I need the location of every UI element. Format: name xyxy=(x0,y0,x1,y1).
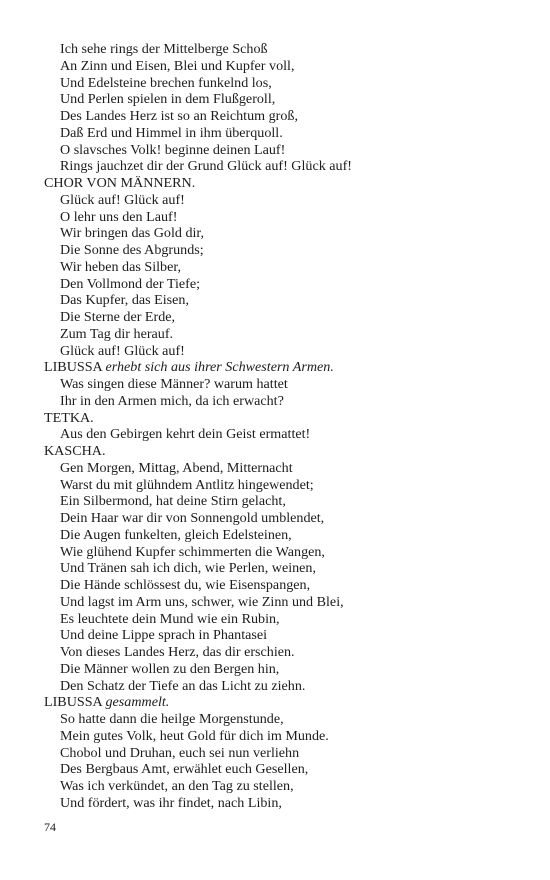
verse-line xyxy=(44,778,524,795)
verse-text: Es leuchtete dein Mund wie ein Rubin, xyxy=(60,610,280,627)
verse-line xyxy=(44,125,524,142)
speaker-line xyxy=(44,694,524,711)
verse-text: Ein Silbermond, hat deine Stirn gelacht, xyxy=(60,493,286,510)
verse-text: So hatte dann die heilge Morgenstunde, xyxy=(60,711,284,727)
poem-text xyxy=(44,41,524,812)
verse-line xyxy=(44,225,524,242)
verse-text: Glück auf! Glück auf! xyxy=(60,342,185,359)
verse-text: Und lagst im Arm uns, schwer, wie Zinn und Blei, xyxy=(60,593,344,610)
verse-text: An Zinn und Eisen, Blei und Kupfer voll, xyxy=(60,57,295,74)
verse-line xyxy=(44,761,524,778)
verse-line xyxy=(44,192,524,209)
verse-line xyxy=(44,644,524,661)
verse-text: Die Sonne des Abgrunds; xyxy=(60,242,204,258)
verse-text: Und fördert, was ihr findet, nach Libin, xyxy=(60,794,282,811)
verse-line xyxy=(44,343,524,360)
verse-text: Wir heben das Silber, xyxy=(60,258,181,275)
page-number: 74 xyxy=(44,820,56,834)
verse-text: Was ich verkündet, an den Tag zu stellen, xyxy=(60,778,294,794)
verse-line xyxy=(44,309,524,326)
speaker-name: LIBUSSA xyxy=(44,359,102,376)
speaker-line xyxy=(44,175,524,192)
verse-line xyxy=(44,426,524,443)
speaker-name: TETKA. xyxy=(44,409,94,426)
verse-text: Wir bringen das Gold dir, xyxy=(60,225,205,242)
verse-text: Warst du mit glühndem Antlitz hingewendet; xyxy=(60,476,314,493)
verse-text: Die Augen funkelten, gleich Edelsteinen, xyxy=(60,526,292,543)
verse-line xyxy=(44,745,524,762)
verse-text: Rings jauchzet dir der Grund Glück auf! Glück auf! xyxy=(60,158,352,175)
speaker-line xyxy=(44,443,524,460)
verse-text: Von dieses Landes Herz, das dir erschien. xyxy=(60,644,295,660)
verse-line xyxy=(44,376,524,393)
verse-text: Glück auf! Glück auf! xyxy=(60,191,185,208)
verse-line xyxy=(44,75,524,92)
verse-text: Dein Haar war dir von Sonnengold umblendet, xyxy=(60,510,325,526)
verse-line xyxy=(44,527,524,544)
verse-line xyxy=(44,259,524,276)
verse-text: Aus den Gebirgen kehrt dein Geist ermattet! xyxy=(60,426,311,443)
verse-line xyxy=(44,560,524,577)
verse-line xyxy=(44,728,524,745)
verse-line xyxy=(44,661,524,678)
verse-text: Und Perlen spielen in dem Flußgeroll, xyxy=(60,91,276,108)
speaker-line xyxy=(44,410,524,427)
verse-text: Die Männer wollen zu den Bergen hin, xyxy=(60,660,280,677)
verse-line xyxy=(44,594,524,611)
verse-text: Ich sehe rings der Mittelberge Schoß xyxy=(60,41,268,57)
verse-line xyxy=(44,627,524,644)
verse-line xyxy=(44,393,524,410)
verse-text: Gen Morgen, Mittag, Abend, Mitternacht xyxy=(60,459,293,476)
speaker-name: CHOR VON MÄNNERN. xyxy=(44,175,196,191)
verse-text: Den Schatz der Tiefe an das Licht zu ziehn. xyxy=(60,677,306,694)
verse-text: Des Bergbaus Amt, erwählet euch Gesellen, xyxy=(60,761,309,778)
speaker-name: KASCHA. xyxy=(44,443,106,459)
verse-line xyxy=(44,711,524,728)
verse-line xyxy=(44,611,524,628)
verse-line xyxy=(44,795,524,812)
verse-text: Und deine Lippe sprach in Phantasei xyxy=(60,627,268,644)
verse-line xyxy=(44,142,524,159)
speaker-name: LIBUSSA xyxy=(44,694,102,711)
verse-line xyxy=(44,477,524,494)
verse-text: Wie glühend Kupfer schimmerten die Wangen, xyxy=(60,543,325,560)
verse-line xyxy=(44,510,524,527)
verse-text: Und Edelsteine brechen funkelnd los, xyxy=(60,74,272,91)
stage-direction: erhebt sich aus ihrer Schwestern Armen. xyxy=(105,359,334,376)
stage-direction: gesammelt. xyxy=(105,694,170,711)
verse-line xyxy=(44,108,524,125)
verse-line xyxy=(44,577,524,594)
verse-text: Zum Tag dir herauf. xyxy=(60,325,174,342)
verse-line xyxy=(44,91,524,108)
verse-text: Was singen diese Männer? warum hattet xyxy=(60,376,288,392)
verse-line xyxy=(44,326,524,343)
verse-line xyxy=(44,242,524,259)
verse-line xyxy=(44,544,524,561)
verse-line xyxy=(44,493,524,510)
verse-text: Chobol und Druhan, euch sei nun verliehn xyxy=(60,744,300,761)
verse-text: Mein gutes Volk, heut Gold für dich im Munde. xyxy=(60,727,329,744)
verse-line xyxy=(44,678,524,695)
verse-text: Daß Erd und Himmel in ihm überquoll. xyxy=(60,124,283,141)
speaker-line xyxy=(44,359,524,376)
verse-text: Die Sterne der Erde, xyxy=(60,309,176,325)
verse-line xyxy=(44,58,524,75)
verse-line xyxy=(44,292,524,309)
verse-text: Den Vollmond der Tiefe; xyxy=(60,275,201,292)
verse-text: O slavsches Volk! beginne deinen Lauf! xyxy=(60,141,286,158)
verse-line xyxy=(44,41,524,58)
verse-text: Ihr in den Armen mich, da ich erwacht? xyxy=(60,392,284,409)
verse-text: Und Tränen sah ich dich, wie Perlen, weinen, xyxy=(60,560,316,577)
verse-line xyxy=(44,158,524,175)
verse-text: O lehr uns den Lauf! xyxy=(60,208,178,225)
verse-line xyxy=(44,276,524,293)
verse-text: Die Hände schlössest du, wie Eisenspangen, xyxy=(60,577,311,593)
verse-line xyxy=(44,460,524,477)
verse-text: Das Kupfer, das Eisen, xyxy=(60,292,189,309)
verse-text: Des Landes Herz ist so an Reichtum groß, xyxy=(60,108,298,124)
verse-line xyxy=(44,209,524,226)
